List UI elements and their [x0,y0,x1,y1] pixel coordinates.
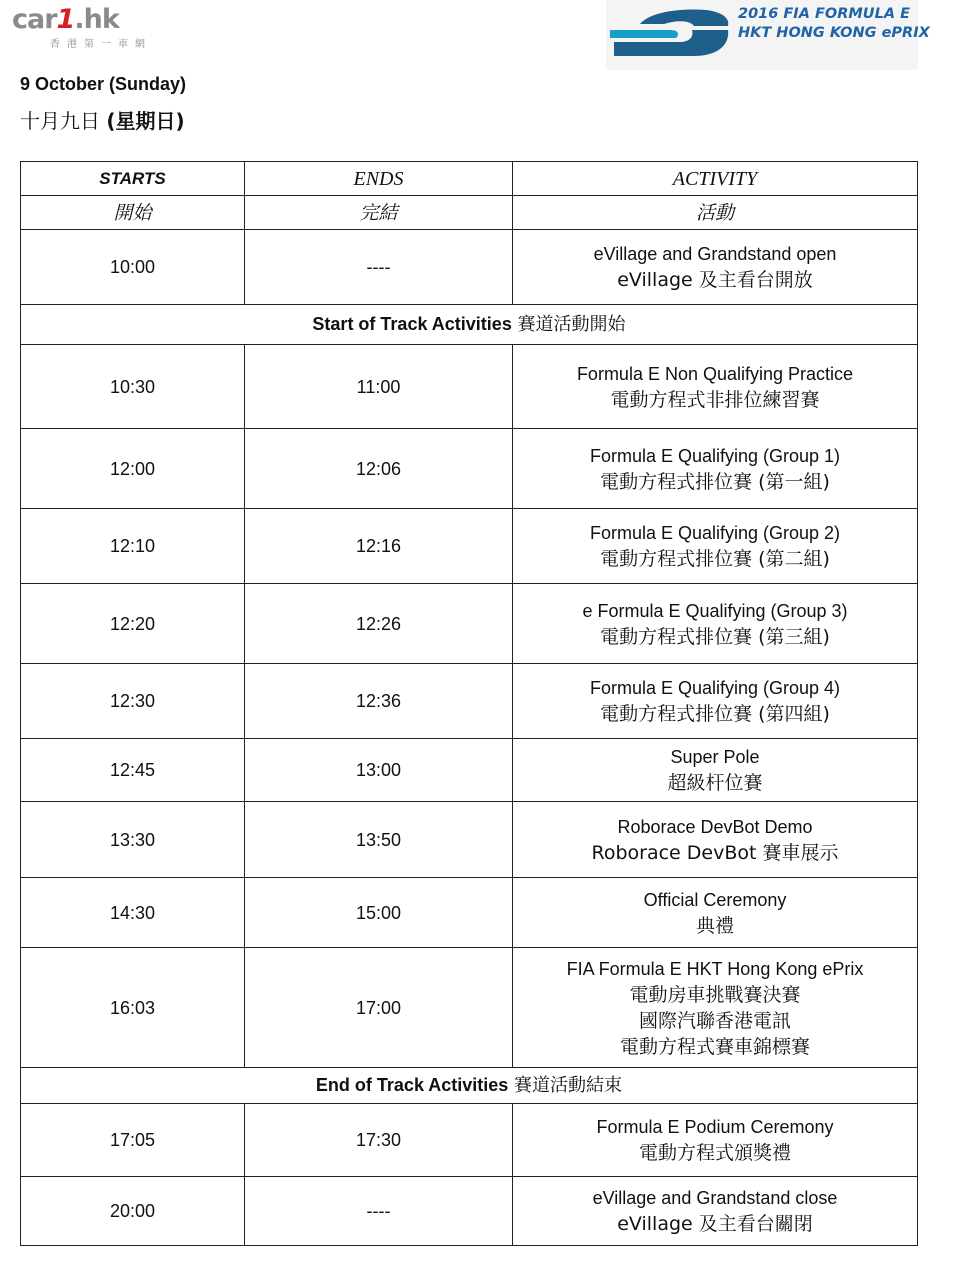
activity: Official Ceremony 典禮 [513,878,918,948]
activity: Super Pole 超級杆位賽 [513,739,918,802]
end-time: 12:06 [245,429,513,509]
start-time: 10:00 [21,230,245,305]
header-starts: STARTS [21,162,245,196]
activity: Formula E Non Qualifying Practice 電動方程式非排位練習賽 [513,345,918,429]
end-time: 17:00 [245,948,513,1068]
event-title-line1: 2016 FIA FORMULA E [738,6,910,22]
start-time: 12:10 [21,509,245,584]
table-row [21,230,918,305]
section-band-start [21,305,918,345]
end-time: 15:00 [245,878,513,948]
start-time: 12:30 [21,664,245,739]
table-row [21,429,918,509]
end-time: ---- [245,230,513,305]
date-english: 9 October (Sunday) [20,74,187,94]
start-time: 12:45 [21,739,245,802]
formula-e-event-logo [606,0,930,70]
header-starts-zh: 開始 [21,196,245,230]
end-time: 13:50 [245,802,513,878]
activity: FIA Formula E HKT Hong Kong ePrix 電動房車挑戰賽決賽 國際汽聯香港電訊 電動方程式賽車錦標賽 [513,948,918,1068]
end-time: 13:00 [245,739,513,802]
end-time: 12:16 [245,509,513,584]
header-ends-zh: 完結 [245,196,513,230]
start-time: 10:30 [21,345,245,429]
start-time: 12:20 [21,584,245,664]
end-time: ---- [245,1177,513,1246]
section-band-end [21,1068,918,1104]
activity: Formula E Podium Ceremony 電動方程式頒獎禮 [513,1104,918,1177]
table-row [21,1177,918,1246]
activity: Formula E Qualifying (Group 4) 電動方程式排位賽 (第四組) [513,664,918,739]
table-row [21,345,918,429]
start-time: 14:30 [21,878,245,948]
table-row [21,664,918,739]
car1hk-logo-brand: car1.hk [12,4,119,35]
start-time: 12:00 [21,429,245,509]
activity: eVillage and Grandstand open eVillage 及主看台開放 [513,230,918,305]
header-row-english [21,162,918,196]
header-ends: ENDS [245,162,513,196]
end-time: 17:30 [245,1104,513,1177]
end-time: 12:36 [245,664,513,739]
header-activity-zh: 活動 [513,196,918,230]
header-row-chinese [21,196,918,230]
end-time: 12:26 [245,584,513,664]
date-chinese: 十月九日 (星期日) [20,109,185,133]
start-time: 17:05 [21,1104,245,1177]
table-row [21,878,918,948]
table-row [21,584,918,664]
activity: Formula E Qualifying (Group 1) 電動方程式排位賽 (第一組) [513,429,918,509]
formula-e-swoosh-icon [610,4,734,64]
header-activity: ACTIVITY [513,162,918,196]
table-row [21,509,918,584]
start-time: 16:03 [21,948,245,1068]
activity: Formula E Qualifying (Group 2) 電動方程式排位賽 (第二組) [513,509,918,584]
event-title-line2: HKT HONG KONG ePRIX [738,25,930,41]
car1hk-logo [12,6,162,48]
section-label: End of Track Activities 賽道活動結束 [21,1068,918,1104]
activity: Roborace DevBot Demo Roborace DevBot 賽車展示 [513,802,918,878]
table-row [21,948,918,1068]
start-time: 13:30 [21,802,245,878]
activity: eVillage and Grandstand close eVillage 及主看台關閉 [513,1177,918,1246]
table-row [21,802,918,878]
start-time: 20:00 [21,1177,245,1246]
activity: e Formula E Qualifying (Group 3) 電動方程式排位賽 (第三組) [513,584,918,664]
car1hk-logo-subtitle: 香港第一車網 [50,39,152,50]
schedule-table [20,161,918,1246]
section-label: Start of Track Activities 賽道活動開始 [21,305,918,345]
table-row [21,739,918,802]
end-time: 11:00 [245,345,513,429]
table-row [21,1104,918,1177]
